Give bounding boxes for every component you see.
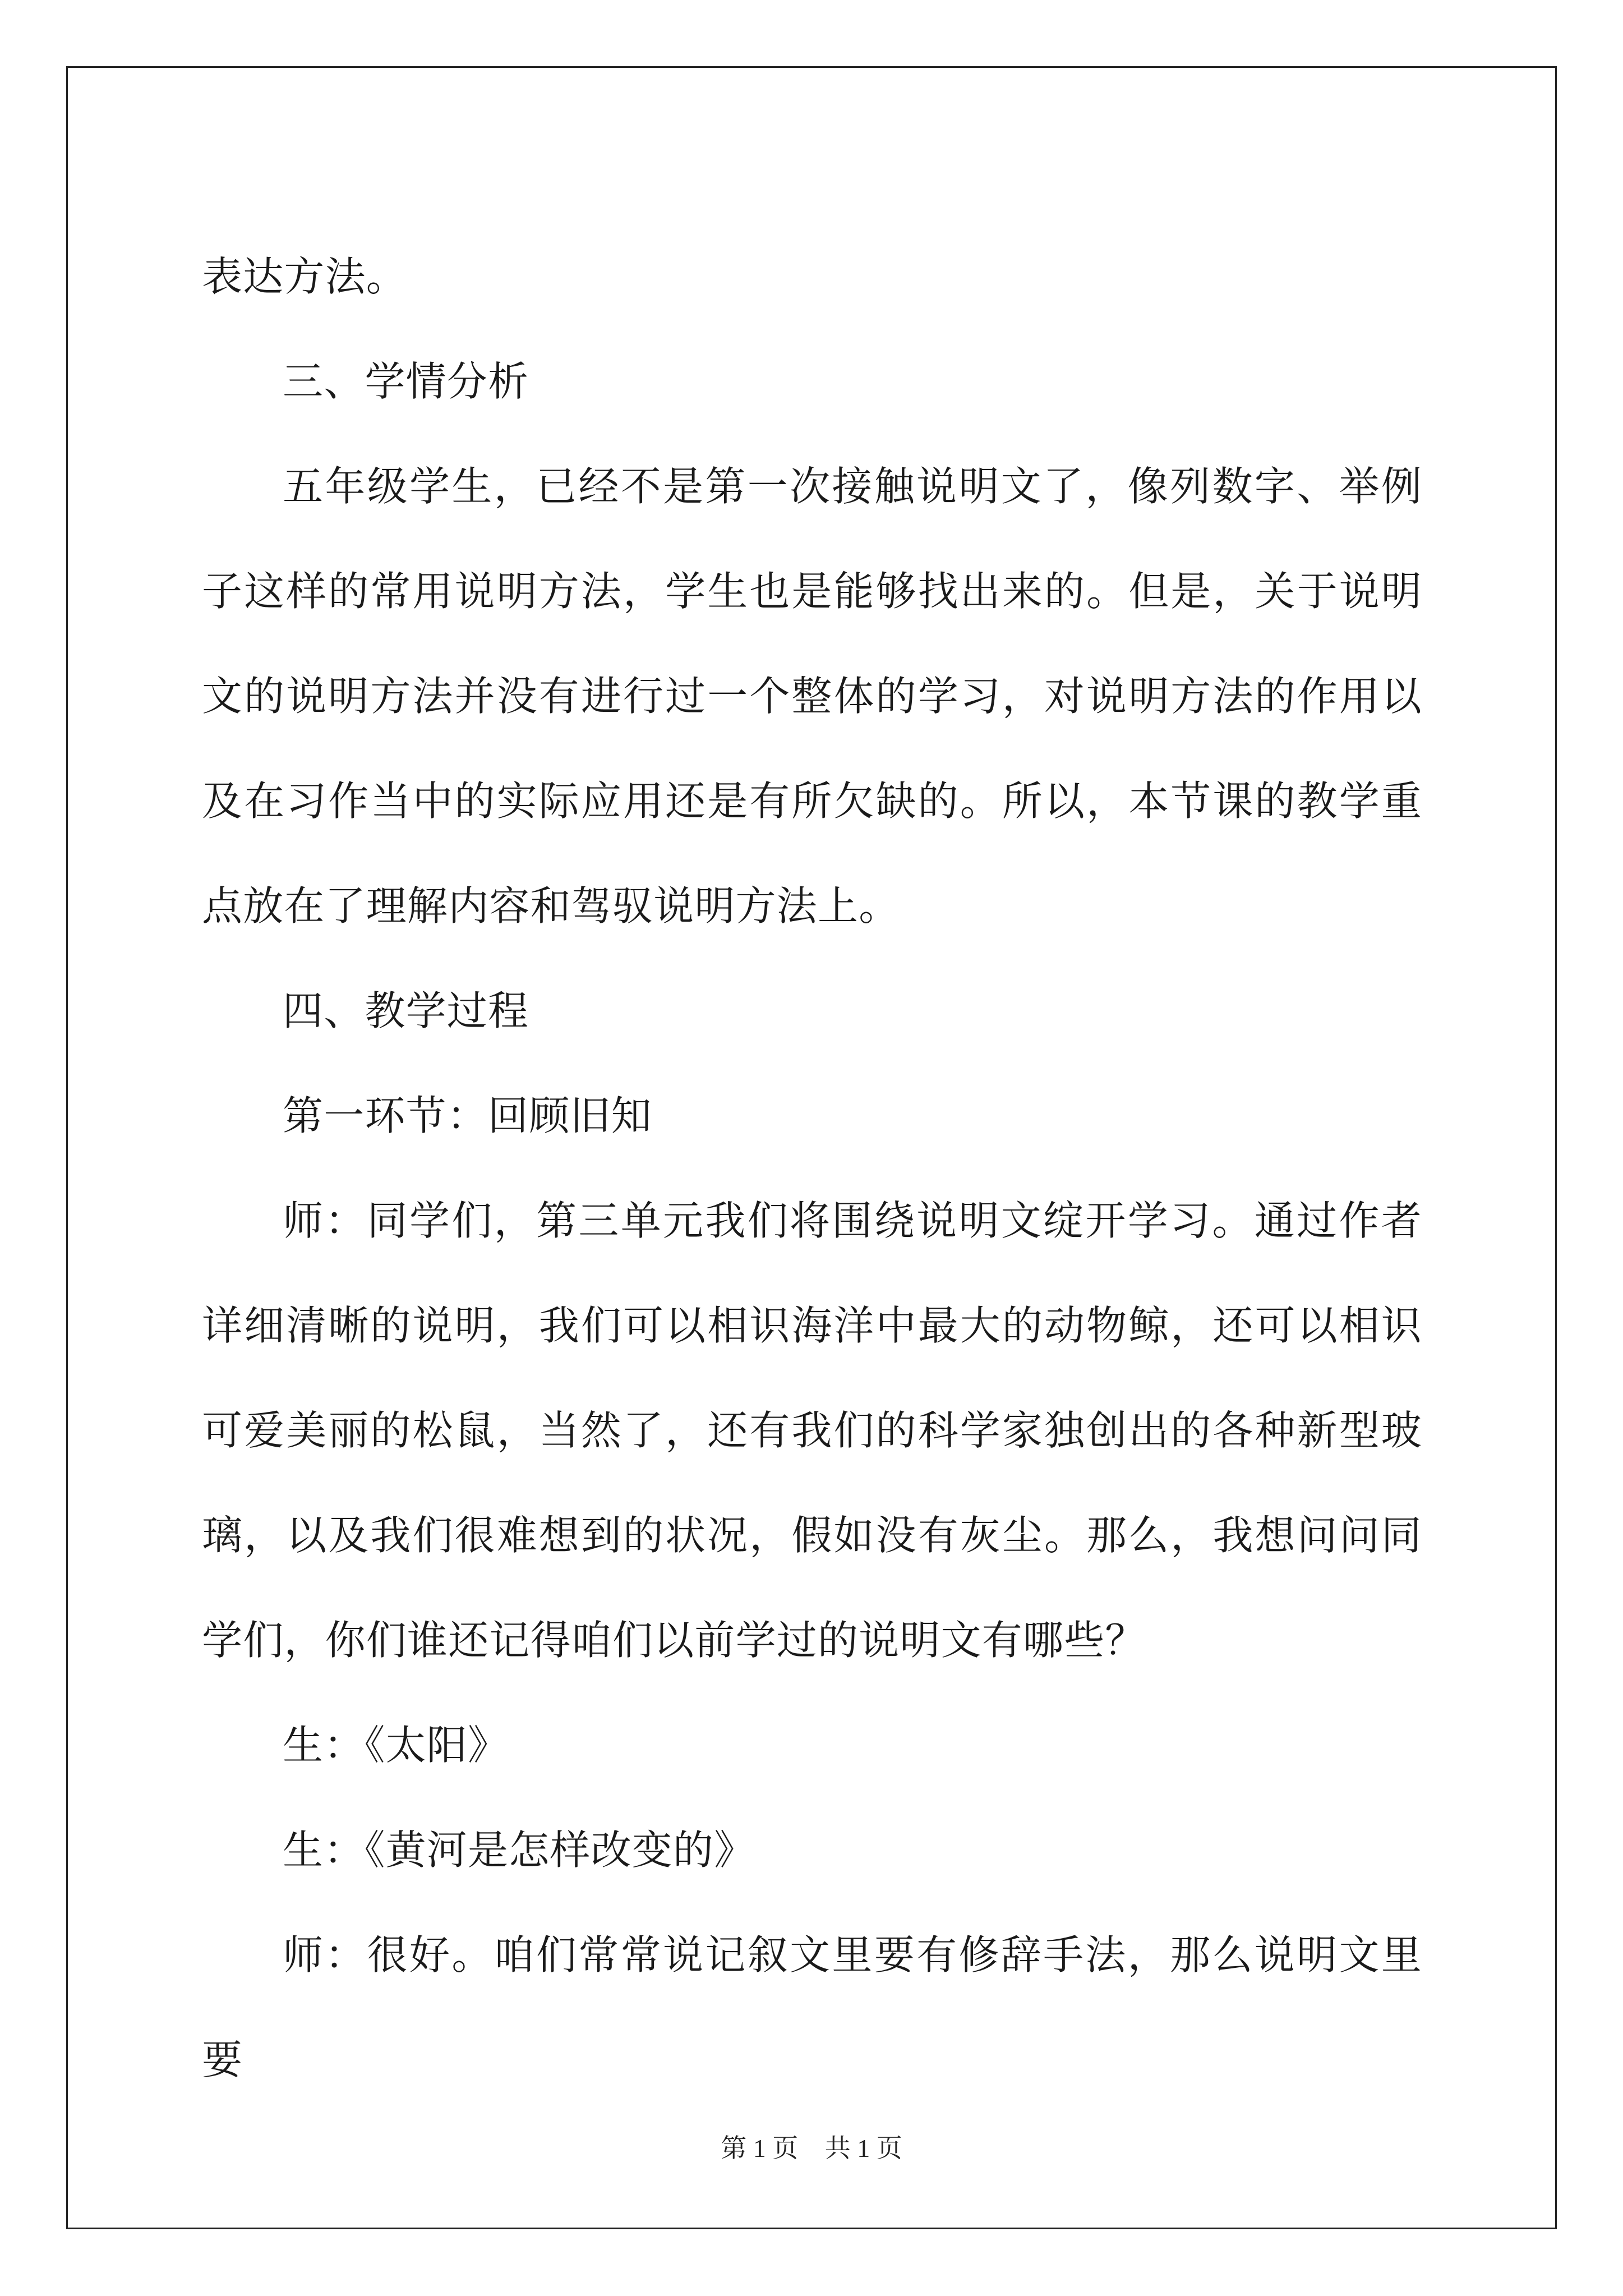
paragraph: 师：很好。咱们常常说记叙文里要有修辞手法，那么说明文里要 [202, 1931, 1422, 2083]
paragraph: 师：同学们，第三单元我们将围绕说明文绽开学习。通过作者详细清晰的说明，我们可以相识海洋中最大的动物鲸，还可以相识可爱美丽的松鼠，当然了，还有我们的科学家独创出的各种新型玻璃，以及我们很难想到的状况，假如没有灰尘。那么，我想问问同学们，你们谁还记得咱们以前学过的说明文有哪些？ [202, 1197, 1422, 1664]
document-body [202, 224, 1422, 2113]
page-number: 第 1 页 [721, 2134, 799, 2162]
paragraph: 生：《太阳》 [283, 1722, 509, 1769]
paragraph: 表达方法。 [202, 253, 408, 300]
paragraph: 生：《黄河是怎样改变的》 [283, 1826, 755, 1874]
page-footer [0, 2128, 1623, 2165]
page-total: 共 1 页 [824, 2134, 902, 2162]
paragraph: 五年级学生，已经不是第一次接触说明文了，像列数字、举例子这样的常用说明方法，学生也是能够找出来的。但是，关于说明文的说明方法并没有进行过一个整体的学习，对说明方法的作用以及在习作当中的实际应用还是有所欠缺的。所以，本节课的教学重点放在了理解内容和驾驭说明方法上。 [202, 463, 1422, 930]
section-heading: 三、学情分析 [283, 358, 529, 405]
subsection-heading: 第一环节：回顾旧知 [283, 1092, 652, 1139]
section-heading: 四、教学过程 [283, 987, 529, 1034]
